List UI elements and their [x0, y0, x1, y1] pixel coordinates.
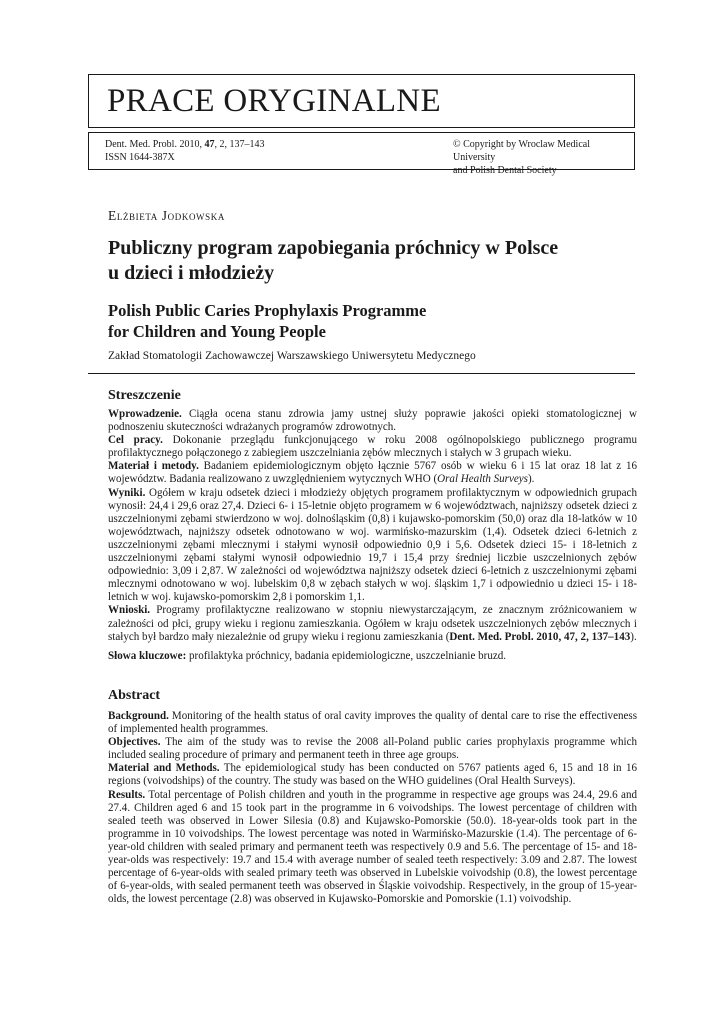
author-affiliation: Zakład Stomatologii Zachowawczej Warszawskiego Uniwersytetu Medycznego: [108, 350, 476, 362]
streszczenie-results: Wyniki. Ogółem w kraju odsetek dzieci i młodzieży objętych programem profilaktycznym w odpowiednich grupach wynosił: 24,4 i 29,6 oraz 27,4. Dzieci 6- i 15-letnie objęto programem w 6 województwach, najniższy odsetek dzieci z uszczelnionymi zębami stwierdzono w woj. dolnośląskim (0,8) i kujawsko-pomorskim (50,0) oraz dla 18-latków w 10 województwach, najniższy odsetek odnotowano w woj. warmińsko-mazurskim (1,4). Odsetek dzieci 6-letnich z uszczelnionymi zębami mlecznymi i stałymi wynosił odpowiednio 0,9 i 5,6. Odsetek dzieci 15- i 18-letnich z uszczelnionymi zębami stałymi wynosił odpowiednio 19,7 i 15,4 przy średniej liczbie uszczelnionych zębów odpowiednio: 3,09 i 2,87. W zależności od województwa najniższy odsetek dzieci 6-letnich z uszczelnionymi zębami mlecznymi odnotowano w woj. lubelskim 0,8 w zębach stałych w woj. śląskim 1,7 i odpowiednio u dzieci 15- i 18-letnich w woj. kujawsko-pomorskim 2,8 i pomorskim 1,1.: [108, 486, 637, 604]
streszczenie-intro: Wprowadzenie. Ciągła ocena stanu zdrowia jamy ustnej służy poprawie jakości opieki stomatologicznej w podnoszeniu skuteczności wdrażanych programów zdrowotnych.: [108, 408, 637, 434]
section-title: PRACE ORYGINALNE: [107, 83, 441, 119]
author-name: Elżbieta Jodkowska: [108, 208, 225, 223]
abstract-objectives: Objectives. The aim of the study was to revise the 2008 all-Poland public caries prophylaxis programme which included sealing procedure of primary and permanent teeth in three age groups.: [108, 736, 637, 762]
abstract-results: Results. Total percentage of Polish children and youth in the programme in respective age groups was 24.4, 29.6 and 27.4. Children aged 6 and 15 took part in the programme in 6 voivodships. The lowest percentage of children with sealed teeth was observed in Lower Silesia (0.8) and Kujawsko-Pomorskie (50.0). 18-year-olds took part in the programme in 10 voivodships. The lowest percentage was noted in Warmińsko-Mazurskie (1.4). The percentage of 6-year-old children with sealed primary and permanent teeth was respectively 0.9 and 5.6. The percentage of 15- and 18-year-olds was respectively: 19.7 and 15.4 with average number of sealed teeth respectively: 3.09 and 2.87. The lowest percentage of 6-year-olds with sealed primary teeth was observed in Lubelskie voivodship (0.8), the lowest percentage of 6-year-olds, with sealed permanent teeth was observed in Śląskie voivodship. Respectively, in the group of 15-year-olds, the lowest percentage (2.8) was observed in Kujawsko-Pomorskie and Pomorskie (1.1) voivodship.: [108, 788, 637, 906]
journal-issn: ISSN 1644-387X: [105, 152, 175, 163]
streszczenie-aim: Cel pracy. Dokonanie przeglądu funkcjonującego w roku 2008 ogólnopolskiego publicznego programu profilaktycznego połączonego z zabiegiem uszczelniania zębów mlecznych i stałych w 3 grupach wieku.: [108, 434, 637, 460]
streszczenie-heading: Streszczenie: [108, 388, 181, 403]
streszczenie-conclusions: Wnioski. Programy profilaktyczne realizowano w stopniu niewystarczającym, ze znacznym zróżnicowaniem w zależności od płci, grupy wieku i regionu zamieszkania. Ogółem w kraju odsetek uszczelnionych zębów mlecznych i stałych był bardzo mały niezależnie od grupy wieku i regionu zamieszkania (Dent. Med. Probl. 2010, 47, 2, 137–143).: [108, 604, 637, 643]
journal-reference: Dent. Med. Probl. 2010, 47, 2, 137–143: [105, 139, 265, 150]
section-header-box: [88, 74, 635, 128]
article-title-polish: Publiczny program zapobiegania próchnicy w Polsce u dzieci i młodzieży: [108, 237, 559, 284]
streszczenie-body: [108, 408, 637, 663]
abstract-methods: Material and Methods. The epidemiological study has been conducted on 5767 patients aged 6, 15 and 18 in 16 regions (voivodships) of the country. The study was based on the WHO guidelines (Oral Health Surveys).: [108, 762, 637, 788]
streszczenie-keywords: Słowa kluczowe: profilaktyka próchnicy, badania epidemiologiczne, uszczelnianie bruzd.: [108, 649, 507, 662]
abstract-body: [108, 710, 637, 906]
copyright-notice: © Copyright by Wroclaw Medical University and Polish Dental Society: [453, 139, 590, 176]
divider-rule: [88, 373, 635, 374]
article-title-english: Polish Public Caries Prophylaxis Programme for Children and Young People: [108, 301, 427, 341]
journal-info: [105, 138, 264, 164]
abstract-heading: Abstract: [108, 688, 161, 703]
journal-volume: 47: [204, 139, 215, 150]
journal-meta-box: [88, 132, 635, 176]
abstract-background: Background. Monitoring of the health status of oral cavity improves the quality of dental care to rise the effectiveness of implemented health programmes.: [108, 710, 637, 736]
streszczenie-methods: Materiał i metody. Badaniem epidemiologicznym objęto łącznie 5767 osób w wieku 6 i 15 lat oraz 18 lat z 16 województw. Badania realizowano z uwzględnieniem wytycznych WHO (Oral Health Surveys).: [108, 460, 637, 486]
